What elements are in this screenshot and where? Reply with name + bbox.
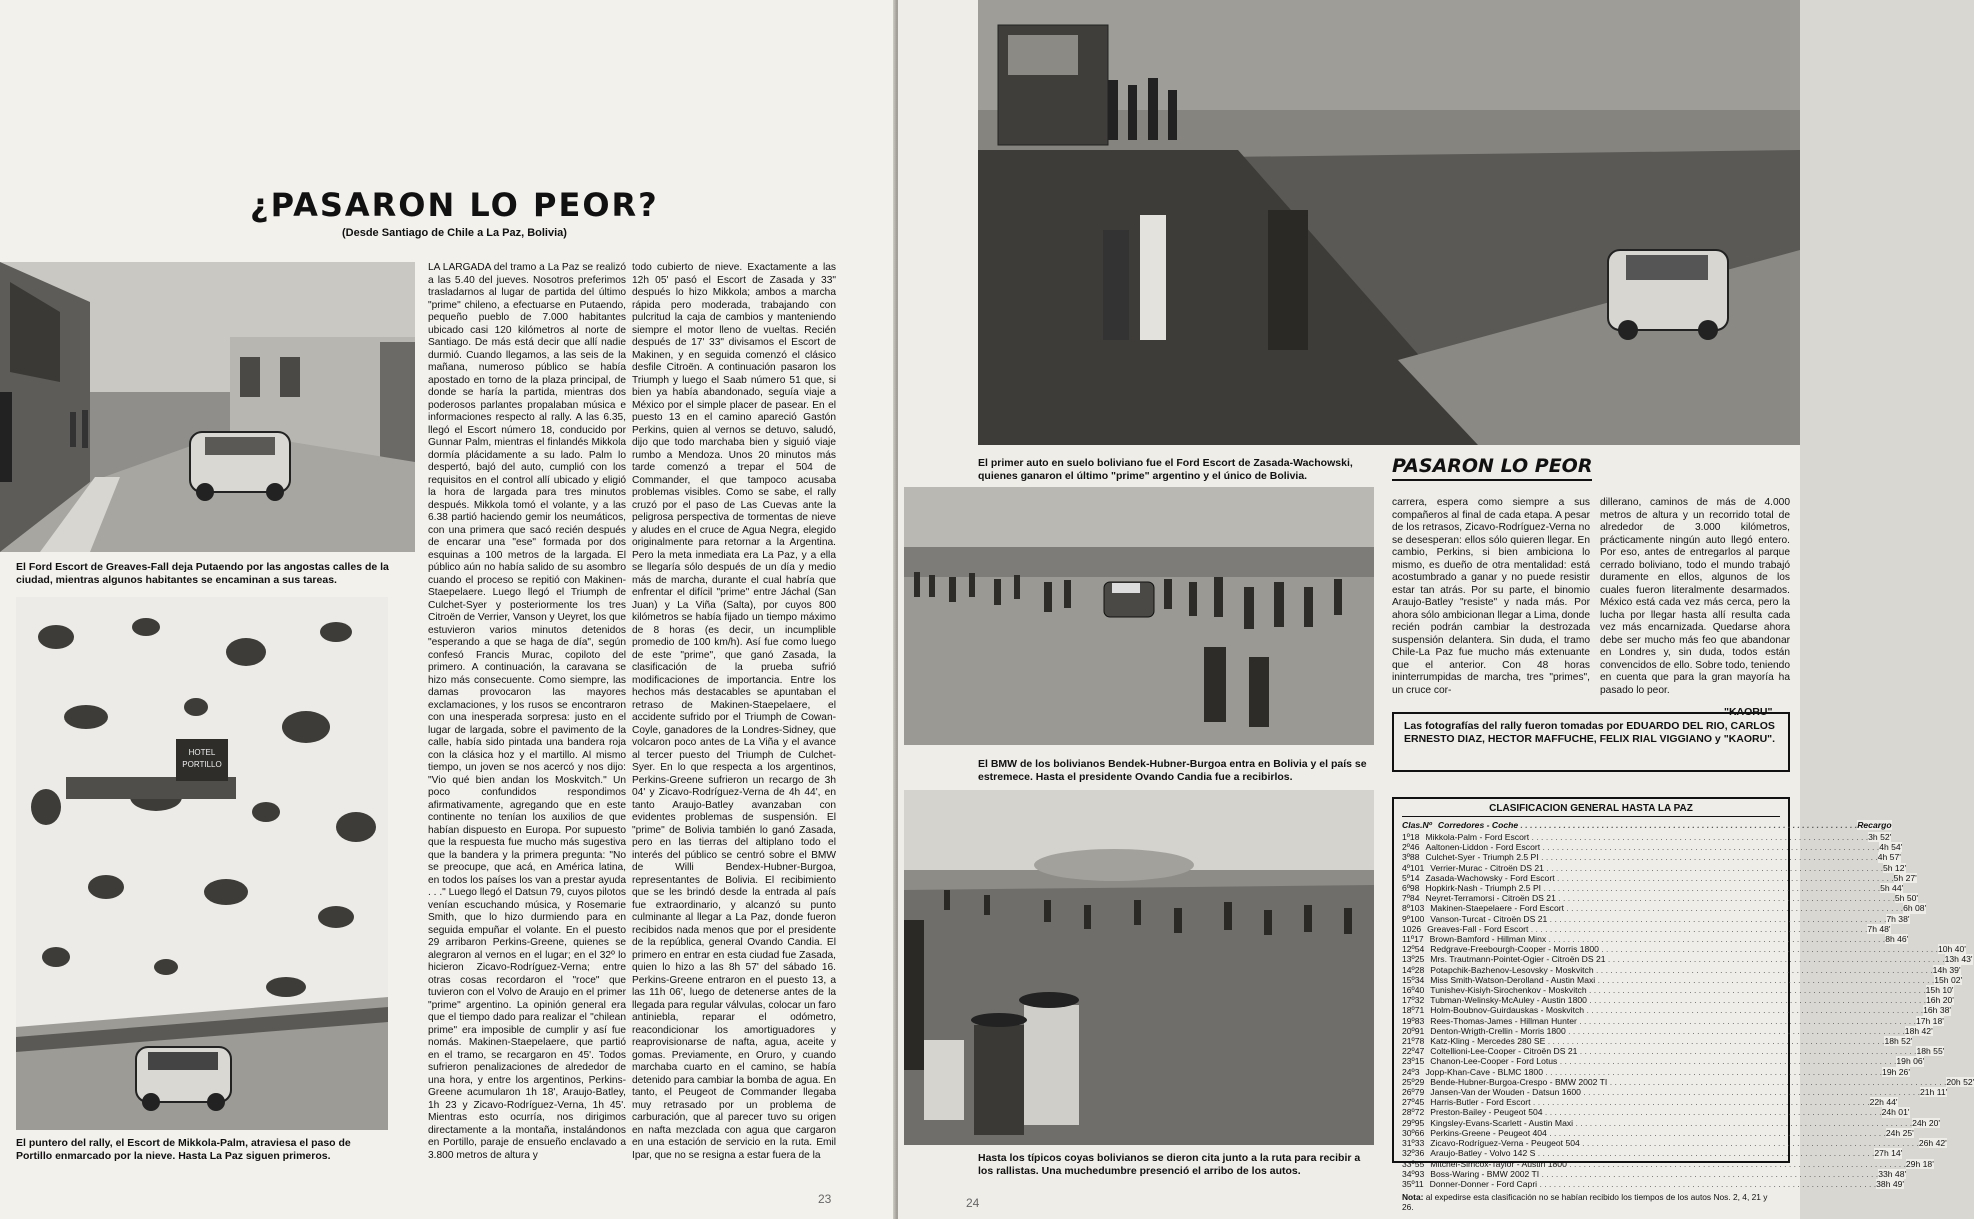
row-car-number: 3	[1414, 1066, 1420, 1077]
row-car-number: 101	[1409, 862, 1425, 873]
caption-zasada: El primer auto en suelo boliviano fue el Ford Escort de Zasada-Wachowski, quienes ganaron el último "prime" argentino y el único de Bolivia.	[978, 457, 1353, 482]
row-car-number: 15	[1414, 1056, 1425, 1067]
row-car-number: 17	[1414, 934, 1424, 945]
row-penalty: 14h 39'	[1932, 964, 1961, 975]
row-position: 8º	[1402, 903, 1410, 914]
row-penalty: 13h 43'	[1944, 954, 1973, 965]
row-drivers-car: Kingsley-Evans-Scarlett - Austin Maxi . . .	[1424, 1118, 1912, 1128]
table-row	[1402, 883, 1904, 894]
caption-portillo: El puntero del rally, el Escort de Mikkola-Palm, atraviesa el paso de Portillo enmarcado por la nieve. Hasta La Paz siguen primeros.	[16, 1137, 351, 1162]
header-drivers: Corredores - Coche . . .	[1432, 820, 1857, 830]
row-penalty: 8h 46'	[1885, 934, 1909, 945]
row-position: 14º	[1402, 964, 1415, 975]
row-penalty: 7h 38'	[1886, 913, 1910, 924]
table-row	[1402, 923, 1891, 934]
row-drivers-car: Holm-Boubnov-Guirdauskas - Moskvitch . . .	[1424, 1005, 1923, 1015]
row-position: 11º	[1402, 934, 1415, 945]
table-row	[1402, 1015, 1944, 1026]
row-position: 25º	[1402, 1076, 1415, 1087]
row-drivers-car: Verrier-Murac - Citroën DS 21 . . .	[1424, 863, 1883, 873]
table-row	[1402, 893, 1919, 904]
row-penalty: 10h 40'	[1937, 944, 1966, 955]
row-car-number: 71	[1414, 1005, 1425, 1016]
row-position: 17º	[1402, 995, 1415, 1006]
row-car-number: 25	[1414, 954, 1425, 965]
row-car-number: 98	[1409, 883, 1420, 894]
row-car-number: 40	[1414, 985, 1425, 996]
table-row	[1402, 1046, 1945, 1057]
row-position: 26º	[1402, 1087, 1415, 1098]
table-row	[1402, 1087, 1948, 1098]
table-row	[1402, 1107, 1910, 1118]
article-subtitle: (Desde Santiago de Chile a La Paz, Bolivia)	[342, 227, 567, 239]
row-car-number: 36	[1414, 1148, 1425, 1159]
hotel-sign-text: HOTEL	[188, 748, 216, 757]
page-number-left: 23	[818, 1192, 832, 1206]
row-penalty: 5h 12'	[1882, 862, 1907, 873]
table-row	[1402, 1056, 1925, 1067]
header-penalty: Recargo	[1857, 820, 1892, 830]
row-car-number: 26	[1411, 923, 1422, 934]
classification-header	[1402, 820, 1892, 830]
article-title: ¿PASARON LO PEOR?	[250, 186, 659, 224]
row-drivers-car: Miss Smith-Watson-Derolland - Austin Maxi . . .	[1424, 975, 1934, 985]
row-drivers-car: Vanson-Turcat - Citroën DS 21 . . .	[1424, 914, 1886, 924]
row-position: 5º	[1402, 872, 1410, 883]
row-car-number: 32	[1414, 995, 1425, 1006]
row-penalty: 24h 01'	[1881, 1107, 1910, 1118]
table-row	[1402, 1025, 1933, 1036]
row-drivers-car: Tunishev-Kisiyh-Sirochenkov - Moskvitch . . .	[1424, 985, 1925, 995]
row-car-number: 95	[1414, 1117, 1425, 1128]
row-position: 23º	[1402, 1056, 1415, 1067]
row-penalty: 6h 08'	[1903, 903, 1927, 914]
row-drivers-car: Chanon-Lee-Cooper - Ford Lotus . . .	[1424, 1056, 1896, 1066]
row-position: 18º	[1402, 1005, 1415, 1016]
row-position: 15º	[1402, 974, 1415, 985]
table-row	[1402, 852, 1901, 863]
classification-table	[1392, 797, 1974, 1213]
right-column-1-text: carrera, espera como siempre a sus compañeros al final de cada etapa. A pesar de los retrasos, Zicavo-Rodríguez-Verna no se desesperan: ellos sólo quieren llegar. En cambio, Perkins, si bien ambiciona lo mismo, es dueño de otra mentalidad: está acostumbrado a ganar y no puede resistir estar tan atrás. Por su parte, el binomio Araujo-Batley "resiste" y nada más. Por ahora sólo ambicionan llegar a Lima, donde recién podrán cambiar la destrozada suspensión delantera. Sin duda, el tramo Chile-La Paz fue mucho más extenuante que el anterior. Con 48 horas ininterrumpidas de marcha, tres "primes", un cruce cor-	[1392, 497, 1590, 696]
row-drivers-car: Jopp-Khan-Cave - BLMC 1800 . . .	[1419, 1067, 1882, 1077]
classification-title: CLASIFICACION GENERAL HASTA LA PAZ	[1402, 803, 1780, 817]
table-row	[1402, 862, 1907, 873]
row-position: 32º	[1402, 1148, 1415, 1159]
row-car-number: 78	[1414, 1036, 1425, 1047]
row-car-number: 100	[1409, 913, 1425, 924]
row-drivers-car: Rees-Thomas-James - Hillman Hunter . . .	[1424, 1016, 1916, 1026]
table-row	[1402, 995, 1954, 1006]
row-position: 21º	[1402, 1036, 1415, 1047]
row-penalty: 29h 18'	[1905, 1158, 1934, 1169]
row-penalty: 38h 49'	[1876, 1178, 1905, 1189]
row-penalty: 18h 52'	[1884, 1036, 1913, 1047]
row-position: 35º	[1402, 1178, 1415, 1189]
row-penalty: 5h 50'	[1894, 893, 1919, 904]
row-drivers-car: Jansen-Van der Wouden - Datsun 1600 . . .	[1424, 1087, 1920, 1097]
photo-putaendo-street	[0, 262, 415, 552]
row-car-number: 91	[1414, 1025, 1425, 1036]
table-row	[1402, 1148, 1903, 1159]
table-row	[1402, 903, 1927, 914]
row-penalty: 4h 54'	[1879, 842, 1903, 853]
row-position: 24º	[1402, 1066, 1415, 1077]
row-drivers-car: Katz-Kling - Mercedes 280 SE . . .	[1424, 1036, 1884, 1046]
right-column-1	[1392, 497, 1590, 697]
table-row	[1402, 1005, 1952, 1016]
row-car-number: 14	[1409, 872, 1420, 883]
row-drivers-car: Mrs. Trautmann-Pointet-Ogier - Citroën DS 21 . . .	[1424, 954, 1944, 964]
row-position: 34º	[1402, 1168, 1415, 1179]
row-position: 12º	[1402, 944, 1415, 955]
caption-bmw: El BMW de los bolivianos Bendek-Hubner-Burgoa entra en Bolivia y el país se estremece. Hasta el presidente Ovando Candia fue a recibirlos.	[978, 758, 1367, 783]
table-row	[1402, 913, 1910, 924]
row-penalty: 18h 55'	[1916, 1046, 1945, 1057]
row-penalty: 22h 44'	[1869, 1097, 1898, 1108]
photo-credits-box: Las fotografías del rally fueron tomadas por EDUARDO DEL RIO, CARLOS ERNESTO DIAZ, HECTOR MAFFUCHE, FELIX RIAL VIGGIANO y "KAORU".	[1392, 712, 1790, 772]
row-position: 3º	[1402, 852, 1410, 863]
row-car-number: 34	[1414, 974, 1425, 985]
table-row	[1402, 842, 1903, 853]
row-drivers-car: Harris-Butler - Ford Escort . . .	[1424, 1097, 1869, 1107]
caption-putaendo: El Ford Escort de Greaves-Fall deja Putaendo por las angostas calles de la ciudad, mientras algunos habitantes se encaminan a sus tareas.	[16, 561, 389, 586]
table-row	[1402, 964, 1961, 975]
row-car-number: 18	[1409, 832, 1420, 842]
header-number: Nº	[1422, 820, 1432, 830]
row-penalty: 20h 52'	[1946, 1076, 1974, 1087]
row-drivers-car: Culchet-Syer - Triumph 2.5 PI . . .	[1419, 852, 1877, 862]
row-drivers-car: Coltellioni-Lee-Cooper - Citroën DS 21 . . .	[1424, 1046, 1916, 1056]
row-drivers-car: Mikkola-Palm - Ford Escort . . .	[1419, 832, 1868, 842]
table-row	[1402, 934, 1909, 945]
row-car-number: 72	[1414, 1107, 1425, 1118]
row-car-number: 84	[1409, 893, 1420, 904]
row-car-number: 11	[1414, 1178, 1424, 1189]
row-drivers-car: Potapchik-Bazhenov-Lesovsky - Moskvitch . . .	[1424, 965, 1932, 975]
row-drivers-car: Preston-Bailey - Peugeot 504 . . .	[1424, 1107, 1881, 1117]
row-car-number: 55	[1414, 1158, 1425, 1169]
row-penalty: 16h 20'	[1925, 995, 1954, 1006]
row-penalty: 27h 14'	[1874, 1148, 1903, 1159]
table-row	[1402, 872, 1917, 883]
row-drivers-car: Mitchel-Simcox-Taylor - Austin 1800 . . .	[1424, 1159, 1906, 1169]
row-penalty: 24h 25'	[1885, 1127, 1914, 1138]
row-drivers-car: Aaltonen-Liddon - Ford Escort . . .	[1419, 842, 1879, 852]
row-position: 33º	[1402, 1158, 1415, 1169]
photo-escort-zasada	[978, 0, 1800, 445]
row-penalty: 19h 26'	[1882, 1066, 1910, 1077]
row-position: 2º	[1402, 842, 1410, 853]
row-position: 7º	[1402, 893, 1410, 904]
row-penalty: 7h 48'	[1867, 923, 1891, 934]
table-row	[1402, 944, 1966, 955]
table-row	[1402, 985, 1954, 996]
table-row	[1402, 1138, 1947, 1149]
row-penalty: 17h 18'	[1915, 1015, 1944, 1026]
right-column-2-text: dillerano, caminos de más de 4.000 metros de altura y un recorrido total de alrededor de 3.000 kilómetros, prácticamente ningún auto llegó entero. Por eso, antes de entregarlos al parque cerrado boliviano, todo el mundo trabajó duramente en ellos, algunos de los cuales fueron literalmente desarmados. México está cada vez más cerca, pero la lucha por llegar hasta allí resulta cada vez más encarnizada. Quedarse ahora debe ser mucho más feo que abandonar en Londres y, sin duda, todos están convencidos de ello. Sobre todo, teniendo en cuenta que para la gran mayoría ha pasado lo peor.	[1600, 497, 1790, 696]
right-headline: PASARON LO PEOR	[1392, 455, 1592, 481]
row-drivers-car: Bende-Hubner-Burgoa-Crespo - BMW 2002 TI . . .	[1424, 1077, 1946, 1087]
table-row	[1402, 1168, 1907, 1179]
row-penalty: 5h 44'	[1880, 883, 1904, 894]
article-column-1	[428, 262, 626, 1162]
table-row	[1402, 1158, 1934, 1169]
row-drivers-car: Boss-Waring - BMW 2002 TI . . .	[1424, 1169, 1878, 1179]
table-row	[1402, 974, 1963, 985]
row-position: 9º	[1402, 913, 1410, 924]
table-row	[1402, 1076, 1974, 1087]
classification-note	[1402, 1192, 1780, 1212]
row-penalty: 4h 57'	[1877, 852, 1901, 863]
table-row	[1402, 1178, 1905, 1189]
row-car-number: 79	[1414, 1087, 1425, 1098]
row-drivers-car: Neyret-Terramorsi - Citroën DS 21 . . .	[1419, 893, 1894, 903]
header-clas: Clas.	[1402, 820, 1423, 830]
row-position: 27º	[1402, 1097, 1415, 1108]
article-column-1-text: LA LARGADA del tramo a La Paz se realizó a las 5.40 del jueves. Nosotros preferimos trasladarnos al lugar de partida del último "prime" chileno, a efectuarse en Putaendo, pequeño pueblo de 7.000 habitantes ubicado casi 120 kilómetros al norte de Santiago. De más está decir que allí nadie durmió. Cuando llegamos, a las seis de la mañana, numeroso público se había apostado en torno de la plaza principal, de donde se haría la partida, mientras dos poderosos parlantes propalaban música e informaciones respecto al rally. A las 6.35, llegó el Escort número 18, conducido por Gunnar Palm, mientras el finlandés Mikkola dormía plácidamente a su lado. Palm lo despertó, bajó del auto, cumplió con los requisitos en el control allí ubicado y eligió la hora de largada para tres minutos después. Mikkola tomó el volante, y a las 6.38 partió haciendo gemir los neumáticos, con una primera que sacó recién después de encarar una "ese" formada por dos esquinas a 100 metros de la largada. El público aún no había salido de su asombro cuando el proceso se repitió con Makinen-Staepelaere. Luego llegó el Triumph de Culchet-Syer y posteriormente los tres Citroën de Verrier, Vanson y Ueyret, los que estuvieron varios minutos detenidos "esperando a que se haga de día", según confesó Francis Murac, copiloto del primero. A continuación, la caravana se hizo más consecuente. Como siempre, las damas provocaron las mayores exclamaciones, y los rusos se encontraron con una inesperada sorpresa: justo en el lugar de largada, sobre el pavimento de la calle, había sido pintada una bandera roja con la clásica hoz y el martillo. Al mismo tiempo, un joven se nos acercó y nos dijo: "Vio qué bien andan los Moskvitch." Un poco confundidos respondimos afirmativamente, agregando que en este continente no tenían los auxilios de que habían dispuesto en Europa. Por supuesto que la respuesta fue mucho más sugestiva que la bandera y la primera pregunta: "No se preocupe, que acá, en América latina, en todos los países los van a prestar ayuda . . ." Luego llegó el Datsun 79, cuyos pilotos venían escuchando música, y Rosemarie Smith, que lo hizo durmiendo para en seguida empuñar el volante. En el puesto 29 arribaron Perkins-Greene, quienes se alegraron al vernos en el lugar; en el 32º lo hicieron Zicavo-Rodríguez-Verna; entre otras cosas recordaron el "roce" que tuvieron con el Volvo de Araujo en el primer "prime" argentino. La opinión general era que el tiempo dado para realizar el "chilean prime" era imposible de cumplir y así fue nomás. Makinen-Staepelaere, que partió en el tramo, se recargaron en 45'. Todos sufrieron penalizaciones de alrededor de una hora, y entre los argentinos, Perkins-Greene acumularon 1h 18', Araujo-Batley, 1h 23 y Zicavo-Rodríguez-Verna, 1h 45'. Mientras esto ocurría, nos dirigimos directamente a la montaña, instalándonos en Portillo, paraje de ensueño enclavado a 3.800 metros de altura y	[428, 262, 627, 1161]
row-penalty: 24h 20'	[1912, 1117, 1941, 1128]
row-car-number: 45	[1414, 1097, 1425, 1108]
classification-rows	[1402, 832, 1974, 1189]
row-position: 28º	[1402, 1107, 1415, 1118]
row-position: 4º	[1402, 862, 1410, 873]
row-penalty: 5h 27'	[1893, 872, 1917, 883]
row-car-number: 29	[1414, 1076, 1425, 1087]
row-car-number: 33	[1414, 1138, 1425, 1149]
row-drivers-car: Araujo-Batley - Volvo 142 S . . .	[1424, 1148, 1874, 1158]
row-penalty: 26h 42'	[1918, 1138, 1947, 1149]
caption-coyas: Hasta los típicos coyas bolivianos se dieron cita junto a la ruta para recibir a los rallistas. Una muchedumbre presenció el arribo de los autos.	[978, 1152, 1361, 1177]
table-row	[1402, 1066, 1910, 1077]
row-car-number: 46	[1409, 842, 1420, 853]
row-car-number: 47	[1414, 1046, 1425, 1057]
row-drivers-car: Makinen-Staepelaere - Ford Escort . . .	[1424, 903, 1903, 913]
svg-text:PORTILLO: PORTILLO	[182, 760, 222, 769]
row-car-number: 54	[1414, 944, 1425, 955]
table-row	[1402, 1117, 1941, 1128]
photo-bmw-crowd	[904, 487, 1374, 745]
row-drivers-car: Denton-Wrigth-Crellin - Morris 1800 . . .	[1424, 1026, 1905, 1036]
row-position: 31º	[1402, 1138, 1415, 1149]
photo-portillo-snow	[16, 597, 388, 1130]
row-position: 29º	[1402, 1117, 1415, 1128]
row-drivers-car: Brown-Bamford - Hillman Minx . . .	[1424, 934, 1886, 944]
row-car-number: 93	[1414, 1168, 1425, 1179]
row-car-number: 28	[1414, 964, 1425, 975]
row-position: 19º	[1402, 1015, 1415, 1026]
row-position: 20º	[1402, 1025, 1415, 1036]
right-column-2	[1600, 497, 1790, 697]
table-row	[1402, 1097, 1898, 1108]
row-drivers-car: Zasada-Wachowsky - Ford Escort . . .	[1419, 873, 1893, 883]
table-row	[1402, 954, 1973, 965]
table-row	[1402, 832, 1892, 842]
row-drivers-car: Zicavo-Rodríguez-Verna - Peugeot 504 . . .	[1424, 1138, 1919, 1148]
row-car-number: 83	[1414, 1015, 1425, 1026]
article-column-2	[632, 262, 836, 1162]
row-penalty: 3h 52'	[1868, 832, 1892, 842]
row-drivers-car: Perkins-Greene - Peugeot 404 . . .	[1424, 1128, 1886, 1138]
row-penalty: 18h 42'	[1904, 1025, 1933, 1036]
note-label: Nota:	[1402, 1192, 1424, 1203]
row-position: 16º	[1402, 985, 1415, 996]
photo-coyas-crowd	[904, 790, 1374, 1145]
row-penalty: 15h 10'	[1925, 985, 1954, 996]
row-car-number: 103	[1409, 903, 1425, 914]
row-position: 13º	[1402, 954, 1415, 965]
left-page	[0, 0, 895, 1219]
row-drivers-car: Greaves-Fall - Ford Escort . . .	[1421, 924, 1867, 934]
table-row	[1402, 1036, 1913, 1047]
page-number-right: 24	[966, 1196, 980, 1210]
table-row	[1402, 1127, 1914, 1138]
note-text: al expedirse esta clasificación no se habían recibido los tiempos de los autos Nos. 2, 4, 21 y 26.	[1402, 1192, 1768, 1213]
row-drivers-car: Donner-Donner - Ford Capri . . .	[1424, 1179, 1877, 1189]
row-position: 1º	[1402, 832, 1410, 842]
author-signature: "KAORU"	[1724, 706, 1773, 718]
row-drivers-car: Tubman-Welinsky-McAuley - Austin 1800 . . .	[1424, 995, 1926, 1005]
row-penalty: 21h 11'	[1919, 1087, 1948, 1098]
row-penalty: 15h 02'	[1934, 974, 1963, 985]
row-car-number: 88	[1409, 852, 1420, 863]
article-column-2-text: todo cubierto de nieve. Exactamente a las 12h 05' pasó el Escort de Zasada y 33" después lo hizo Mikkola; ambos a marcha rápida pero moderada, trabajando con pulcritud la caja de cambios y manteniendo siempre el motor lleno de vueltas. Recién después de 17' 33" divisamos el Escort de Makinen, y en seguida comenzó el clásico desfile Citroën. A continuación pasaron los Triumph y luego el Saab número 51 que, si bien ya había abandonado, seguía viaje a México por el simple placer de pasear. En el puesto 13 en el camino apareció Gastón Perkins, quien al vernos se detuvo, saludó, dijo que todo marchaba bien y siguió viaje rumbo a Mendoza. Unos 20 minutos más tarde comenzó a trepar el 504 de Commander, el que tampoco acusaba problemas visibles. Como se sabe, el rally cruzó por el paso de Las Cuevas ante la peligrosa perspectiva de tormentas de nieve y aludes en el cruce de Agua Negra, elegido originalmente para retornar a la Argentina. Pero la meta inmediata era La Paz, y a ella se llegaría sólo después de un día y medio más de marcha, durante el cual habría que enfrentar el difícil "prime" entre Jáchal (San Juan) y La Viña (Salta), por cuyos 800 kilómetros se había fijado un tiempo máximo de 8 horas (es decir, un incumplible promedio de 100 km/h). Así fue como luego de este "prime", que ganó Zasada, la clasificación de la prueba sufrió modificaciones de importancia. Entre los hechos más destacables se apuntaban el retraso de Makinen-Staepelaere, el accidente sufrido por el Triumph de Cowan-Coyle, ganadores de la Londres-Sidney, que volcaron poco antes de La Viña y el avance al tercer puesto del Triumph de Culchet-Syer. En lo que respecta a los argentinos, Perkins-Greene sufrieron un recargo de 3h 04' y Zicavo-Rodríguez-Verna de 4h 44', en tanto Araujo-Batley avanzaban con evidentes problemas de suspensión. El "prime" de Bolivia también lo ganó Zasada, pero en las tierras del altiplano todo el interés del público se centró sobre el BMW de Willi Bendex-Hubner-Burgoa, representantes de Bolivia. El recibimiento que se les brindó desde la entrada al país fue extraordinario, y alcanzó su punto culminante al llegar a La Paz, donde fueron recibidos nada menos que por el presidente de la república, general Ovando Candia. El primero en entrar en esta ciudad fue Zasada, quien lo hizo a las 8h 57' del sábado 16. Perkins-Greene entraron en el puesto 13, a las 11h 06', luego de detenerse antes de la llegada para regular válvulas, colocar un faro antiniebla, reparar el odómetro, reacondicionar los amortiguadores y reaprovisionarse de nafta, agua, aceite y gomas. Previamente, en Oruro, y cuando marchaba cuarto en el camino, se había detenido para cambiar la bomba de agua. En tanto, el Peugeot de Commander llegaba muy retrasado por un problema de carburación, que al parecer tuvo su origen en nafta mezclada con agua que cargaron en una estación de servicio en la ruta. Emil Ipar, que no se resigna a estar fuera de la	[632, 262, 836, 1161]
row-drivers-car: Redgrave-Freebourgh-Cooper - Morris 1800 . . .	[1424, 944, 1938, 954]
row-position: 6º	[1402, 883, 1410, 894]
row-position: 22º	[1402, 1046, 1415, 1057]
row-penalty: 33h 48'	[1878, 1168, 1907, 1179]
row-penalty: 19h 06'	[1896, 1056, 1925, 1067]
row-penalty: 16h 38'	[1923, 1005, 1952, 1016]
row-position: 10	[1402, 923, 1412, 934]
row-position: 30º	[1402, 1127, 1415, 1138]
row-car-number: 66	[1414, 1127, 1425, 1138]
row-drivers-car: Hopkirk-Nash - Triumph 2.5 PI . . .	[1419, 883, 1880, 893]
